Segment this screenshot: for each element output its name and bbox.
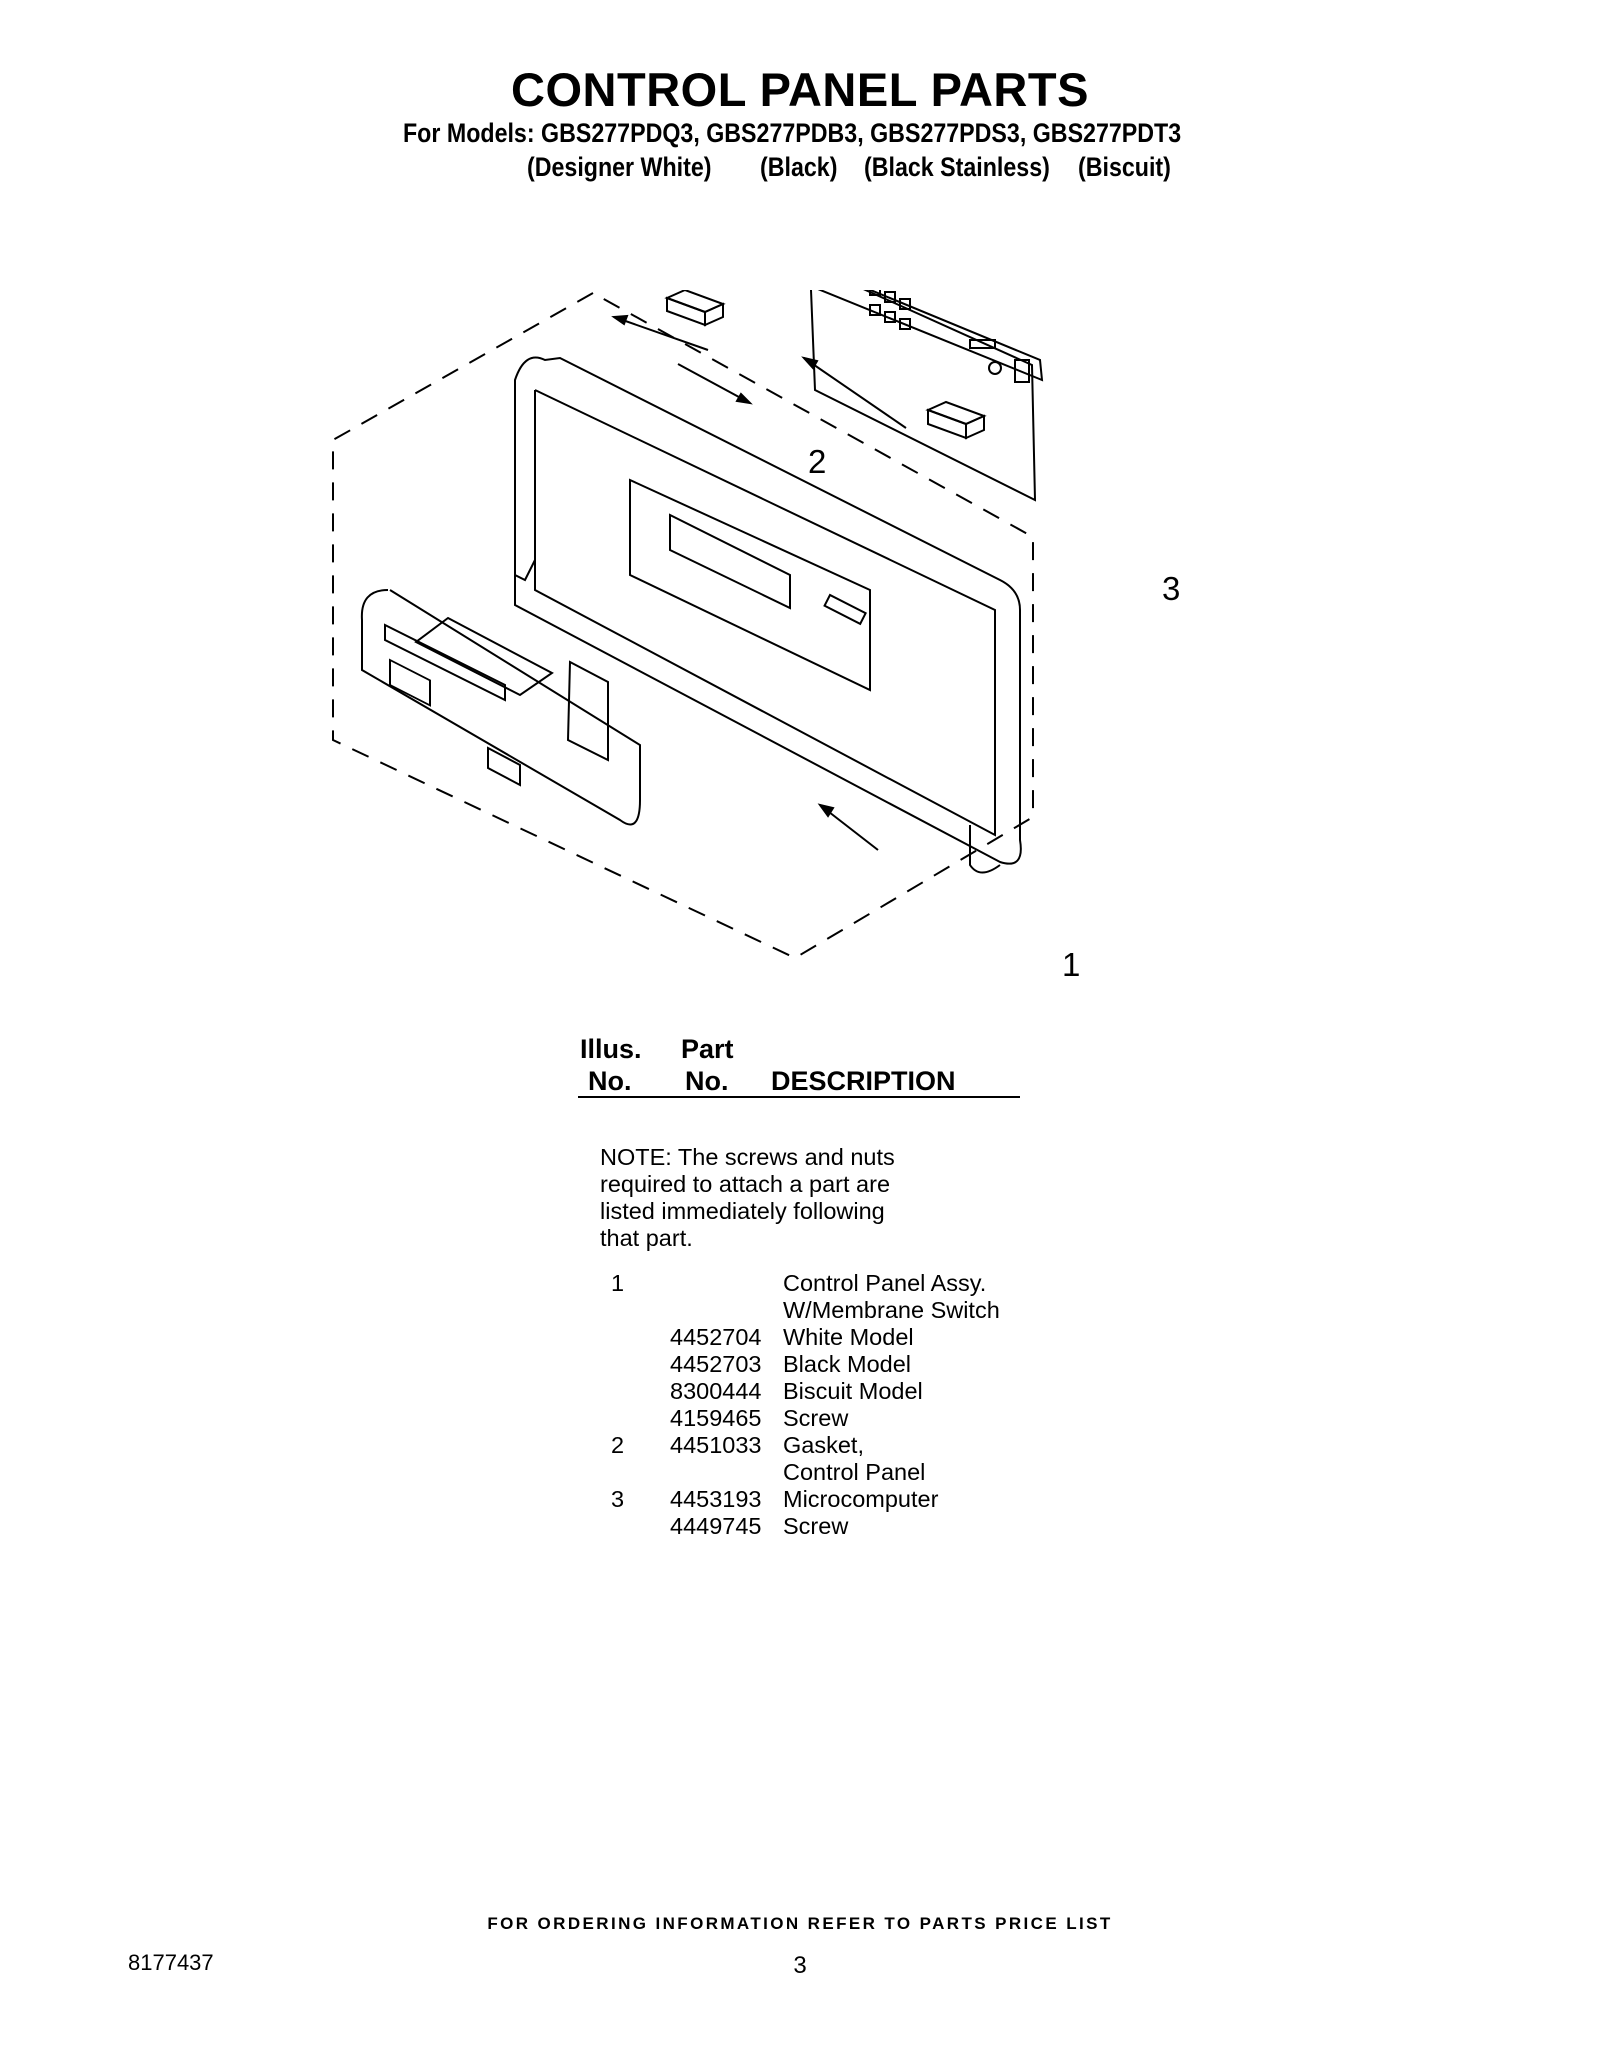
parts-row — [578, 1378, 1038, 1405]
parts-row — [578, 1405, 1038, 1432]
description: Screw — [783, 1513, 849, 1539]
models-line: For Models: GBS277PDQ3, GBS277PDB3, GBS277PDS3, GBS277PDT3 — [403, 118, 1182, 148]
description: Black Model — [783, 1351, 911, 1377]
membrane-switch — [362, 590, 640, 825]
part-no: 4159465 — [670, 1405, 762, 1431]
parts-row — [578, 1459, 1038, 1486]
page-number: 3 — [793, 1952, 807, 1979]
illus-no: 2 — [611, 1432, 625, 1458]
control-panel-frame — [515, 358, 1021, 873]
parts-row — [578, 1486, 1038, 1513]
gasket-bottom — [928, 402, 984, 438]
callout-2: 2 — [808, 443, 827, 480]
note-line: NOTE: The screws and nuts — [600, 1144, 895, 1170]
exploded-parts-diagram — [330, 290, 1230, 990]
ordering-info: FOR ORDERING INFORMATION REFER TO PARTS PRICE LIST — [487, 1914, 1113, 1933]
parts-row — [578, 1432, 1038, 1459]
gasket-top — [667, 290, 723, 325]
description: White Model — [783, 1324, 914, 1350]
header-rule — [578, 1096, 1020, 1098]
note — [600, 1144, 940, 1252]
description: Screw — [783, 1405, 849, 1431]
microcomputer-board — [808, 290, 1042, 500]
illus-no: 3 — [611, 1486, 625, 1512]
header-part: Part — [681, 1034, 734, 1064]
part-no: 4452704 — [670, 1324, 762, 1350]
page-title: CONTROL PANEL PARTS — [511, 63, 1089, 116]
part-no: 8300444 — [670, 1378, 762, 1404]
parts-row — [578, 1513, 1038, 1540]
parts-row — [578, 1297, 1038, 1324]
header-illus-no: No. — [588, 1066, 632, 1096]
note-line: required to attach a part are — [600, 1171, 891, 1197]
header-illus: Illus. — [580, 1034, 642, 1064]
note-line: that part. — [600, 1225, 693, 1251]
illus-no: 1 — [611, 1270, 625, 1296]
parts-row — [578, 1351, 1038, 1378]
parts-list — [578, 1270, 1038, 1540]
color-black: (Black) — [760, 152, 838, 182]
color-designer-white: (Designer White) — [527, 152, 712, 182]
header-description: DESCRIPTION — [771, 1066, 956, 1096]
color-black-stainless: (Black Stainless) — [864, 152, 1050, 182]
description: W/Membrane Switch — [783, 1297, 1000, 1323]
part-no: 4452703 — [670, 1351, 762, 1377]
part-no: 4453193 — [670, 1486, 762, 1512]
callout-1: 1 — [1062, 946, 1081, 983]
callout-3: 3 — [1162, 570, 1181, 607]
parts-row — [578, 1270, 1038, 1297]
parts-row — [578, 1324, 1038, 1351]
note-line: listed immediately following — [600, 1198, 885, 1224]
description: Control Panel — [783, 1459, 926, 1485]
color-biscuit: (Biscuit) — [1078, 152, 1171, 182]
part-no: 4449745 — [670, 1513, 762, 1539]
description: Control Panel Assy. — [783, 1270, 987, 1296]
header-part-no: No. — [685, 1066, 729, 1096]
description: Microcomputer — [783, 1486, 939, 1512]
insulation-piece — [568, 662, 608, 760]
part-no: 4451033 — [670, 1432, 762, 1458]
description: Biscuit Model — [783, 1378, 923, 1404]
description: Gasket, — [783, 1432, 864, 1458]
document-number: 8177437 — [128, 1950, 214, 1975]
